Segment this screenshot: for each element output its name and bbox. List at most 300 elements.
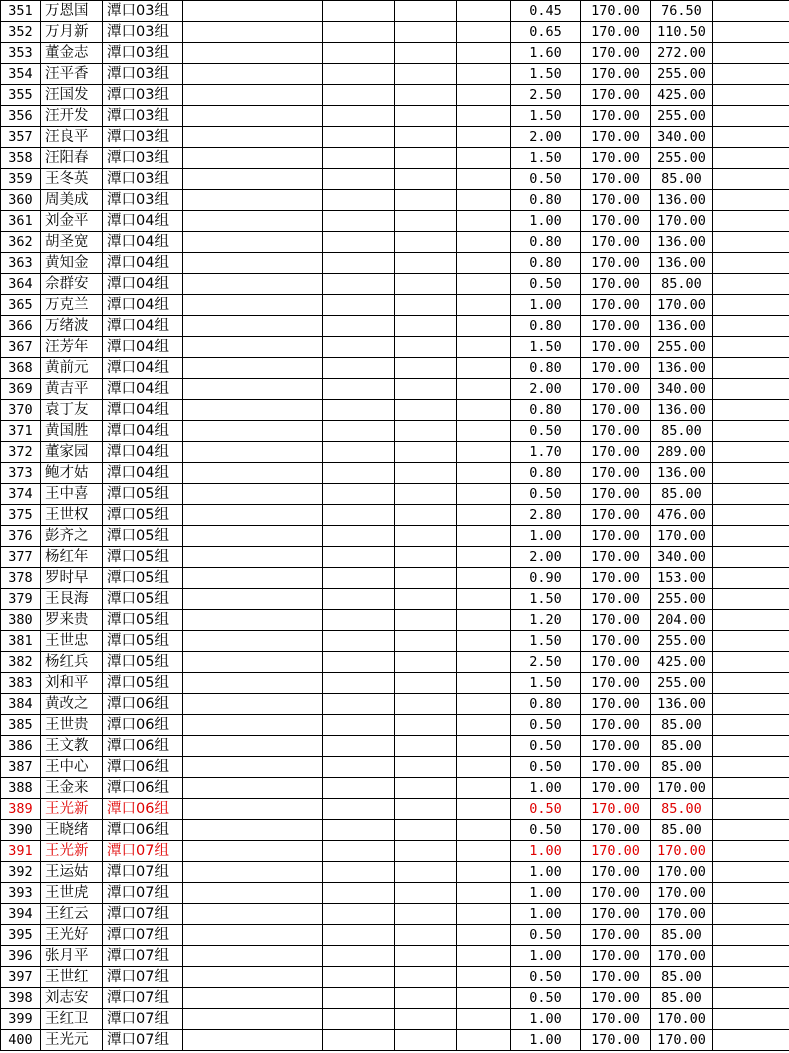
amount-cell[interactable]: 255.00 — [651, 106, 713, 127]
empty-cell[interactable] — [323, 148, 395, 169]
group-cell[interactable]: 潭口05组 — [103, 568, 183, 589]
empty-cell[interactable] — [183, 925, 323, 946]
empty-cell[interactable] — [713, 568, 789, 589]
empty-cell[interactable] — [323, 862, 395, 883]
empty-cell[interactable] — [183, 379, 323, 400]
empty-cell[interactable] — [183, 148, 323, 169]
empty-cell[interactable] — [183, 757, 323, 778]
area-cell[interactable]: 1.50 — [511, 673, 581, 694]
amount-cell[interactable]: 76.50 — [651, 1, 713, 22]
name-cell[interactable]: 王冬英 — [41, 169, 103, 190]
row-number-cell[interactable]: 354 — [1, 64, 41, 85]
empty-cell[interactable] — [183, 883, 323, 904]
area-cell[interactable]: 0.50 — [511, 925, 581, 946]
amount-cell[interactable]: 170.00 — [651, 946, 713, 967]
price-cell[interactable]: 170.00 — [581, 463, 651, 484]
row-number-cell[interactable]: 378 — [1, 568, 41, 589]
empty-cell[interactable] — [183, 862, 323, 883]
row-number-cell[interactable]: 381 — [1, 631, 41, 652]
empty-cell[interactable] — [323, 988, 395, 1009]
empty-cell[interactable] — [457, 400, 511, 421]
empty-cell[interactable] — [395, 22, 457, 43]
empty-cell[interactable] — [457, 883, 511, 904]
row-number-cell[interactable]: 400 — [1, 1030, 41, 1051]
empty-cell[interactable] — [395, 169, 457, 190]
area-cell[interactable]: 1.50 — [511, 589, 581, 610]
price-cell[interactable]: 170.00 — [581, 274, 651, 295]
empty-cell[interactable] — [713, 757, 789, 778]
empty-cell[interactable] — [395, 337, 457, 358]
amount-cell[interactable]: 85.00 — [651, 169, 713, 190]
empty-cell[interactable] — [457, 925, 511, 946]
empty-cell[interactable] — [183, 799, 323, 820]
amount-cell[interactable]: 255.00 — [651, 673, 713, 694]
area-cell[interactable]: 0.50 — [511, 421, 581, 442]
row-number-cell[interactable]: 357 — [1, 127, 41, 148]
empty-cell[interactable] — [183, 547, 323, 568]
empty-cell[interactable] — [395, 1009, 457, 1030]
empty-cell[interactable] — [713, 841, 789, 862]
price-cell[interactable]: 170.00 — [581, 190, 651, 211]
empty-cell[interactable] — [395, 631, 457, 652]
name-cell[interactable]: 王世忠 — [41, 631, 103, 652]
amount-cell[interactable]: 136.00 — [651, 463, 713, 484]
empty-cell[interactable] — [457, 862, 511, 883]
row-number-cell[interactable]: 385 — [1, 715, 41, 736]
price-cell[interactable]: 170.00 — [581, 967, 651, 988]
area-cell[interactable]: 0.50 — [511, 967, 581, 988]
row-number-cell[interactable]: 380 — [1, 610, 41, 631]
empty-cell[interactable] — [183, 421, 323, 442]
price-cell[interactable]: 170.00 — [581, 799, 651, 820]
name-cell[interactable]: 王世虎 — [41, 883, 103, 904]
row-number-cell[interactable]: 363 — [1, 253, 41, 274]
name-cell[interactable]: 王文教 — [41, 736, 103, 757]
price-cell[interactable]: 170.00 — [581, 148, 651, 169]
empty-cell[interactable] — [323, 1, 395, 22]
amount-cell[interactable]: 136.00 — [651, 253, 713, 274]
empty-cell[interactable] — [457, 232, 511, 253]
area-cell[interactable]: 0.50 — [511, 715, 581, 736]
name-cell[interactable]: 黄前元 — [41, 358, 103, 379]
empty-cell[interactable] — [183, 610, 323, 631]
name-cell[interactable]: 汪平香 — [41, 64, 103, 85]
empty-cell[interactable] — [457, 799, 511, 820]
amount-cell[interactable]: 85.00 — [651, 274, 713, 295]
price-cell[interactable]: 170.00 — [581, 337, 651, 358]
empty-cell[interactable] — [713, 505, 789, 526]
empty-cell[interactable] — [395, 652, 457, 673]
empty-cell[interactable] — [183, 526, 323, 547]
empty-cell[interactable] — [323, 43, 395, 64]
price-cell[interactable]: 170.00 — [581, 610, 651, 631]
price-cell[interactable]: 170.00 — [581, 526, 651, 547]
price-cell[interactable]: 170.00 — [581, 211, 651, 232]
area-cell[interactable]: 0.80 — [511, 694, 581, 715]
row-number-cell[interactable]: 364 — [1, 274, 41, 295]
empty-cell[interactable] — [457, 946, 511, 967]
empty-cell[interactable] — [457, 1009, 511, 1030]
empty-cell[interactable] — [713, 610, 789, 631]
group-cell[interactable]: 潭口07组 — [103, 862, 183, 883]
amount-cell[interactable]: 255.00 — [651, 631, 713, 652]
amount-cell[interactable]: 170.00 — [651, 862, 713, 883]
name-cell[interactable]: 王世权 — [41, 505, 103, 526]
group-cell[interactable]: 潭口03组 — [103, 22, 183, 43]
empty-cell[interactable] — [395, 526, 457, 547]
group-cell[interactable]: 潭口07组 — [103, 904, 183, 925]
empty-cell[interactable] — [457, 736, 511, 757]
name-cell[interactable]: 黄吉平 — [41, 379, 103, 400]
price-cell[interactable]: 170.00 — [581, 253, 651, 274]
name-cell[interactable]: 罗时早 — [41, 568, 103, 589]
empty-cell[interactable] — [323, 295, 395, 316]
area-cell[interactable]: 2.00 — [511, 379, 581, 400]
empty-cell[interactable] — [395, 274, 457, 295]
row-number-cell[interactable]: 360 — [1, 190, 41, 211]
area-cell[interactable]: 0.50 — [511, 820, 581, 841]
area-cell[interactable]: 1.00 — [511, 1009, 581, 1030]
amount-cell[interactable]: 136.00 — [651, 316, 713, 337]
amount-cell[interactable]: 85.00 — [651, 757, 713, 778]
empty-cell[interactable] — [323, 799, 395, 820]
empty-cell[interactable] — [395, 379, 457, 400]
empty-cell[interactable] — [457, 631, 511, 652]
empty-cell[interactable] — [395, 127, 457, 148]
name-cell[interactable]: 刘金平 — [41, 211, 103, 232]
empty-cell[interactable] — [323, 547, 395, 568]
group-cell[interactable]: 潭口06组 — [103, 694, 183, 715]
group-cell[interactable]: 潭口04组 — [103, 463, 183, 484]
name-cell[interactable]: 王中心 — [41, 757, 103, 778]
name-cell[interactable]: 胡圣宽 — [41, 232, 103, 253]
name-cell[interactable]: 汪阳春 — [41, 148, 103, 169]
empty-cell[interactable] — [323, 568, 395, 589]
empty-cell[interactable] — [395, 820, 457, 841]
empty-cell[interactable] — [395, 442, 457, 463]
price-cell[interactable]: 170.00 — [581, 652, 651, 673]
empty-cell[interactable] — [713, 22, 789, 43]
name-cell[interactable]: 刘志安 — [41, 988, 103, 1009]
empty-cell[interactable] — [183, 841, 323, 862]
row-number-cell[interactable]: 390 — [1, 820, 41, 841]
empty-cell[interactable] — [183, 589, 323, 610]
empty-cell[interactable] — [395, 757, 457, 778]
price-cell[interactable]: 170.00 — [581, 988, 651, 1009]
group-cell[interactable]: 潭口05组 — [103, 631, 183, 652]
empty-cell[interactable] — [323, 316, 395, 337]
name-cell[interactable]: 汪国发 — [41, 85, 103, 106]
empty-cell[interactable] — [323, 715, 395, 736]
empty-cell[interactable] — [457, 1, 511, 22]
empty-cell[interactable] — [713, 1009, 789, 1030]
empty-cell[interactable] — [713, 736, 789, 757]
amount-cell[interactable]: 110.50 — [651, 22, 713, 43]
empty-cell[interactable] — [395, 358, 457, 379]
empty-cell[interactable] — [183, 988, 323, 1009]
row-number-cell[interactable]: 392 — [1, 862, 41, 883]
empty-cell[interactable] — [395, 547, 457, 568]
empty-cell[interactable] — [457, 505, 511, 526]
price-cell[interactable]: 170.00 — [581, 1, 651, 22]
empty-cell[interactable] — [323, 736, 395, 757]
group-cell[interactable]: 潭口05组 — [103, 526, 183, 547]
empty-cell[interactable] — [457, 64, 511, 85]
empty-cell[interactable] — [457, 610, 511, 631]
empty-cell[interactable] — [323, 22, 395, 43]
row-number-cell[interactable]: 395 — [1, 925, 41, 946]
group-cell[interactable]: 潭口05组 — [103, 484, 183, 505]
empty-cell[interactable] — [395, 925, 457, 946]
empty-cell[interactable] — [457, 673, 511, 694]
group-cell[interactable]: 潭口07组 — [103, 841, 183, 862]
area-cell[interactable]: 1.50 — [511, 631, 581, 652]
empty-cell[interactable] — [395, 988, 457, 1009]
area-cell[interactable]: 0.80 — [511, 232, 581, 253]
empty-cell[interactable] — [457, 421, 511, 442]
area-cell[interactable]: 0.50 — [511, 484, 581, 505]
amount-cell[interactable]: 255.00 — [651, 148, 713, 169]
name-cell[interactable]: 王艮海 — [41, 589, 103, 610]
amount-cell[interactable]: 85.00 — [651, 736, 713, 757]
group-cell[interactable]: 潭口04组 — [103, 358, 183, 379]
name-cell[interactable]: 董家园 — [41, 442, 103, 463]
empty-cell[interactable] — [457, 715, 511, 736]
price-cell[interactable]: 170.00 — [581, 589, 651, 610]
empty-cell[interactable] — [395, 211, 457, 232]
empty-cell[interactable] — [457, 442, 511, 463]
empty-cell[interactable] — [713, 253, 789, 274]
price-cell[interactable]: 170.00 — [581, 169, 651, 190]
price-cell[interactable]: 170.00 — [581, 232, 651, 253]
area-cell[interactable]: 0.80 — [511, 253, 581, 274]
area-cell[interactable]: 1.00 — [511, 211, 581, 232]
price-cell[interactable]: 170.00 — [581, 883, 651, 904]
empty-cell[interactable] — [395, 778, 457, 799]
empty-cell[interactable] — [323, 190, 395, 211]
price-cell[interactable]: 170.00 — [581, 505, 651, 526]
price-cell[interactable]: 170.00 — [581, 1030, 651, 1051]
empty-cell[interactable] — [713, 925, 789, 946]
empty-cell[interactable] — [183, 484, 323, 505]
area-cell[interactable]: 0.45 — [511, 1, 581, 22]
empty-cell[interactable] — [395, 106, 457, 127]
amount-cell[interactable]: 255.00 — [651, 337, 713, 358]
empty-cell[interactable] — [395, 610, 457, 631]
amount-cell[interactable]: 136.00 — [651, 694, 713, 715]
empty-cell[interactable] — [713, 421, 789, 442]
group-cell[interactable]: 潭口06组 — [103, 799, 183, 820]
amount-cell[interactable]: 255.00 — [651, 589, 713, 610]
empty-cell[interactable] — [323, 820, 395, 841]
empty-cell[interactable] — [395, 148, 457, 169]
empty-cell[interactable] — [457, 358, 511, 379]
empty-cell[interactable] — [183, 904, 323, 925]
name-cell[interactable]: 刘和平 — [41, 673, 103, 694]
group-cell[interactable]: 潭口04组 — [103, 316, 183, 337]
name-cell[interactable]: 彭齐之 — [41, 526, 103, 547]
empty-cell[interactable] — [395, 568, 457, 589]
area-cell[interactable]: 2.50 — [511, 85, 581, 106]
empty-cell[interactable] — [713, 463, 789, 484]
empty-cell[interactable] — [395, 694, 457, 715]
row-number-cell[interactable]: 365 — [1, 295, 41, 316]
row-number-cell[interactable]: 387 — [1, 757, 41, 778]
price-cell[interactable]: 170.00 — [581, 484, 651, 505]
name-cell[interactable]: 王金来 — [41, 778, 103, 799]
amount-cell[interactable]: 136.00 — [651, 400, 713, 421]
group-cell[interactable]: 潭口06组 — [103, 778, 183, 799]
empty-cell[interactable] — [395, 253, 457, 274]
empty-cell[interactable] — [457, 484, 511, 505]
row-number-cell[interactable]: 362 — [1, 232, 41, 253]
name-cell[interactable]: 王光新 — [41, 799, 103, 820]
empty-cell[interactable] — [183, 463, 323, 484]
empty-cell[interactable] — [713, 715, 789, 736]
empty-cell[interactable] — [713, 64, 789, 85]
amount-cell[interactable]: 85.00 — [651, 820, 713, 841]
empty-cell[interactable] — [323, 358, 395, 379]
empty-cell[interactable] — [323, 652, 395, 673]
price-cell[interactable]: 170.00 — [581, 43, 651, 64]
group-cell[interactable]: 潭口07组 — [103, 1030, 183, 1051]
price-cell[interactable]: 170.00 — [581, 316, 651, 337]
group-cell[interactable]: 潭口03组 — [103, 127, 183, 148]
name-cell[interactable]: 黄国胜 — [41, 421, 103, 442]
name-cell[interactable]: 王运姑 — [41, 862, 103, 883]
area-cell[interactable]: 0.50 — [511, 988, 581, 1009]
empty-cell[interactable] — [183, 820, 323, 841]
group-cell[interactable]: 潭口05组 — [103, 505, 183, 526]
name-cell[interactable]: 汪开发 — [41, 106, 103, 127]
row-number-cell[interactable]: 377 — [1, 547, 41, 568]
amount-cell[interactable]: 85.00 — [651, 484, 713, 505]
empty-cell[interactable] — [395, 190, 457, 211]
empty-cell[interactable] — [323, 400, 395, 421]
empty-cell[interactable] — [183, 190, 323, 211]
area-cell[interactable]: 1.00 — [511, 1030, 581, 1051]
row-number-cell[interactable]: 353 — [1, 43, 41, 64]
empty-cell[interactable] — [713, 883, 789, 904]
group-cell[interactable]: 潭口07组 — [103, 988, 183, 1009]
row-number-cell[interactable]: 396 — [1, 946, 41, 967]
empty-cell[interactable] — [457, 169, 511, 190]
group-cell[interactable]: 潭口05组 — [103, 652, 183, 673]
empty-cell[interactable] — [323, 589, 395, 610]
name-cell[interactable]: 佘群安 — [41, 274, 103, 295]
group-cell[interactable]: 潭口06组 — [103, 820, 183, 841]
group-cell[interactable]: 潭口06组 — [103, 715, 183, 736]
empty-cell[interactable] — [457, 820, 511, 841]
row-number-cell[interactable]: 368 — [1, 358, 41, 379]
area-cell[interactable]: 0.50 — [511, 799, 581, 820]
empty-cell[interactable] — [713, 43, 789, 64]
name-cell[interactable]: 万恩国 — [41, 1, 103, 22]
row-number-cell[interactable]: 351 — [1, 1, 41, 22]
empty-cell[interactable] — [713, 295, 789, 316]
price-cell[interactable]: 170.00 — [581, 820, 651, 841]
empty-cell[interactable] — [183, 673, 323, 694]
name-cell[interactable]: 黄改之 — [41, 694, 103, 715]
empty-cell[interactable] — [183, 337, 323, 358]
area-cell[interactable]: 1.00 — [511, 883, 581, 904]
group-cell[interactable]: 潭口04组 — [103, 337, 183, 358]
amount-cell[interactable]: 340.00 — [651, 379, 713, 400]
empty-cell[interactable] — [183, 1030, 323, 1051]
group-cell[interactable]: 潭口06组 — [103, 736, 183, 757]
row-number-cell[interactable]: 371 — [1, 421, 41, 442]
empty-cell[interactable] — [713, 694, 789, 715]
empty-cell[interactable] — [457, 988, 511, 1009]
area-cell[interactable]: 0.80 — [511, 400, 581, 421]
empty-cell[interactable] — [323, 337, 395, 358]
empty-cell[interactable] — [183, 715, 323, 736]
area-cell[interactable]: 1.00 — [511, 904, 581, 925]
area-cell[interactable]: 0.50 — [511, 169, 581, 190]
area-cell[interactable]: 2.00 — [511, 547, 581, 568]
empty-cell[interactable] — [183, 568, 323, 589]
empty-cell[interactable] — [713, 484, 789, 505]
empty-cell[interactable] — [395, 862, 457, 883]
row-number-cell[interactable]: 386 — [1, 736, 41, 757]
empty-cell[interactable] — [457, 253, 511, 274]
name-cell[interactable]: 王光元 — [41, 1030, 103, 1051]
empty-cell[interactable] — [183, 295, 323, 316]
empty-cell[interactable] — [323, 673, 395, 694]
row-number-cell[interactable]: 398 — [1, 988, 41, 1009]
area-cell[interactable]: 2.00 — [511, 127, 581, 148]
price-cell[interactable]: 170.00 — [581, 442, 651, 463]
area-cell[interactable]: 1.70 — [511, 442, 581, 463]
group-cell[interactable]: 潭口05组 — [103, 547, 183, 568]
empty-cell[interactable] — [183, 1009, 323, 1030]
empty-cell[interactable] — [183, 274, 323, 295]
empty-cell[interactable] — [183, 316, 323, 337]
area-cell[interactable]: 0.90 — [511, 568, 581, 589]
name-cell[interactable]: 万绪波 — [41, 316, 103, 337]
group-cell[interactable]: 潭口05组 — [103, 673, 183, 694]
empty-cell[interactable] — [457, 694, 511, 715]
empty-cell[interactable] — [457, 190, 511, 211]
name-cell[interactable]: 袁丁友 — [41, 400, 103, 421]
empty-cell[interactable] — [395, 421, 457, 442]
amount-cell[interactable]: 272.00 — [651, 43, 713, 64]
name-cell[interactable]: 王红卫 — [41, 1009, 103, 1030]
empty-cell[interactable] — [323, 232, 395, 253]
amount-cell[interactable]: 136.00 — [651, 358, 713, 379]
empty-cell[interactable] — [457, 757, 511, 778]
amount-cell[interactable]: 170.00 — [651, 211, 713, 232]
empty-cell[interactable] — [323, 274, 395, 295]
name-cell[interactable]: 王晓绪 — [41, 820, 103, 841]
empty-cell[interactable] — [457, 526, 511, 547]
row-number-cell[interactable]: 393 — [1, 883, 41, 904]
price-cell[interactable]: 170.00 — [581, 379, 651, 400]
amount-cell[interactable]: 85.00 — [651, 925, 713, 946]
name-cell[interactable]: 王红云 — [41, 904, 103, 925]
empty-cell[interactable] — [323, 841, 395, 862]
empty-cell[interactable] — [457, 652, 511, 673]
empty-cell[interactable] — [323, 778, 395, 799]
area-cell[interactable]: 1.20 — [511, 610, 581, 631]
area-cell[interactable]: 0.80 — [511, 190, 581, 211]
empty-cell[interactable] — [323, 757, 395, 778]
row-number-cell[interactable]: 361 — [1, 211, 41, 232]
area-cell[interactable]: 0.50 — [511, 757, 581, 778]
price-cell[interactable]: 170.00 — [581, 106, 651, 127]
price-cell[interactable]: 170.00 — [581, 1009, 651, 1030]
empty-cell[interactable] — [323, 883, 395, 904]
